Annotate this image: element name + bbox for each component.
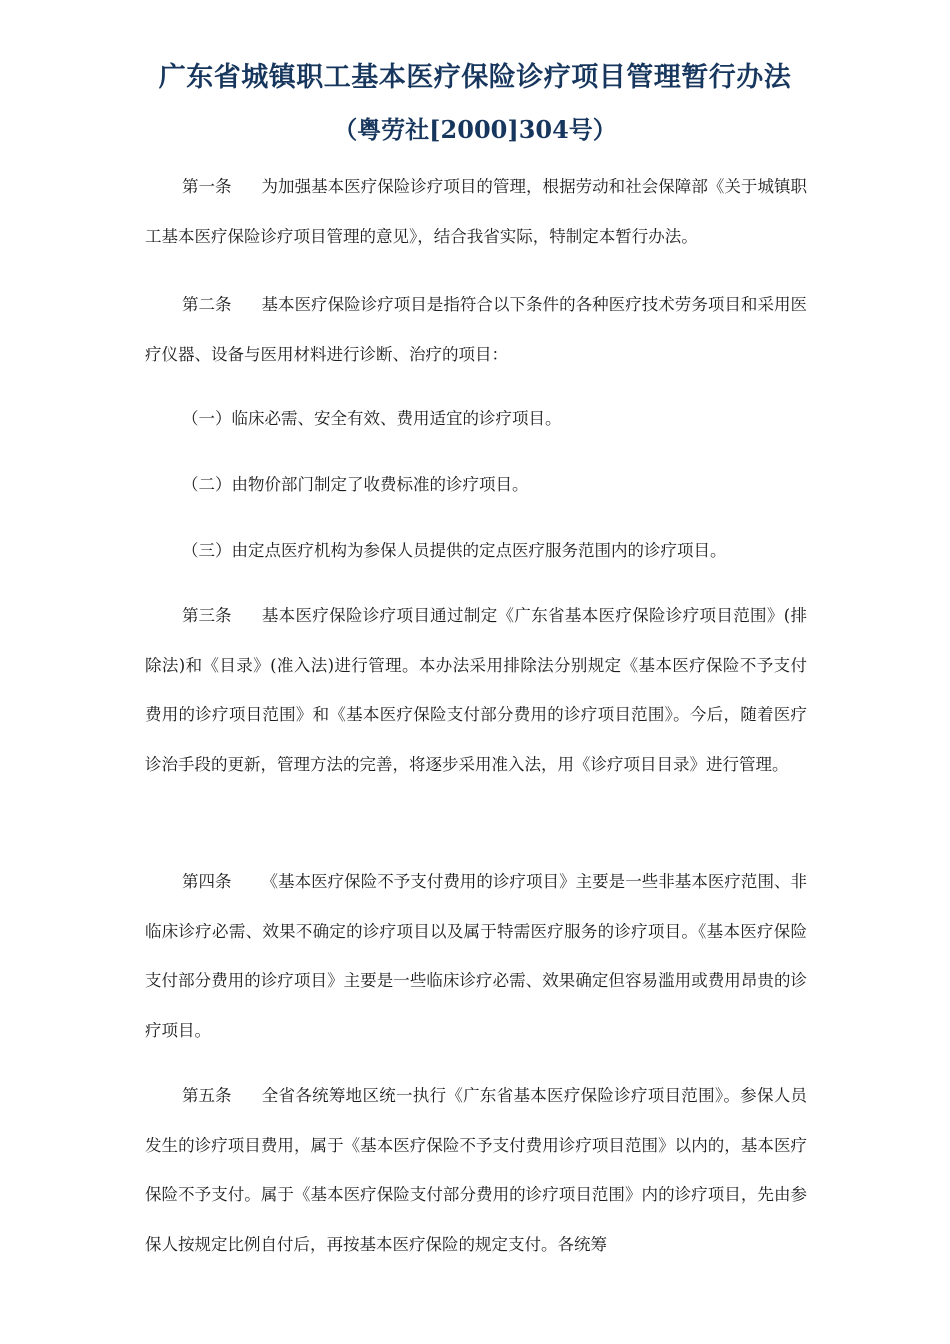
article-3-text: 基本医疗保险诊疗项目通过制定《广东省基本医疗保险诊疗项目范围》(排除法)和《目录》(准入法)进行管理。本办法采用排除法分别规定《基本医疗保险不予支付费用的诊疗项目范围》和《基本医疗保险支付部分费用的诊疗项目范围》。今后，随着医疗诊治手段的更新，管理方法的完善，将逐步采用准入法，用《诊疗项目目录》进行管理。 [145, 606, 807, 774]
article-1 [145, 162, 807, 261]
article-5-label: 第五条 [182, 1086, 232, 1105]
article-5 [145, 1071, 807, 1269]
article-4 [145, 857, 807, 1055]
article-5-text: 全省各统筹地区统一执行《广东省基本医疗保险诊疗项目范围》。参保人员发生的诊疗项目费用，属于《基本医疗保险不予支付费用诊疗项目范围》以内的，基本医疗保险不予支付。属于《基本医疗保险支付部分费用的诊疗项目范围》内的诊疗项目，先由参保人按规定比例自付后，再按基本医疗保险的规定支付。各统筹 [145, 1086, 807, 1254]
article-1-text: 为加强基本医疗保险诊疗项目的管理，根据劳动和社会保障部《关于城镇职工基本医疗保险诊疗项目管理的意见》，结合我省实际，特制定本暂行办法。 [145, 177, 807, 246]
list-item: （三）由定点医疗机构为参保人员提供的定点医疗服务范围内的诊疗项目。 [182, 541, 727, 560]
list-item: （二）由物价部门制定了收费标准的诊疗项目。 [182, 475, 529, 494]
document-subtitle: （粤劳社[2000]304号） [333, 115, 617, 144]
article-1-label: 第一条 [182, 177, 232, 196]
article-4-text: 《基本医疗保险不予支付费用的诊疗项目》主要是一些非基本医疗范围、非临床诊疗必需、效果不确定的诊疗项目以及属于特需医疗服务的诊疗项目。《基本医疗保险支付部分费用的诊疗项目》主要是一些临床诊疗必需、效果确定但容易滥用或费用昂贵的诊疗项目。 [145, 872, 807, 1040]
article-3-label: 第三条 [182, 606, 232, 625]
article-4-label: 第四条 [182, 872, 232, 891]
list-item: （一）临床必需、安全有效、费用适宜的诊疗项目。 [182, 409, 562, 428]
article-3 [145, 591, 807, 789]
article-2-text: 基本医疗保险诊疗项目是指符合以下条件的各种医疗技术劳务项目和采用医疗仪器、设备与医用材料进行诊断、治疗的项目： [145, 295, 807, 364]
article-2 [145, 280, 807, 379]
document-title: 广东省城镇职工基本医疗保险诊疗项目管理暂行办法 [158, 62, 792, 93]
article-2-label: 第二条 [182, 295, 232, 314]
